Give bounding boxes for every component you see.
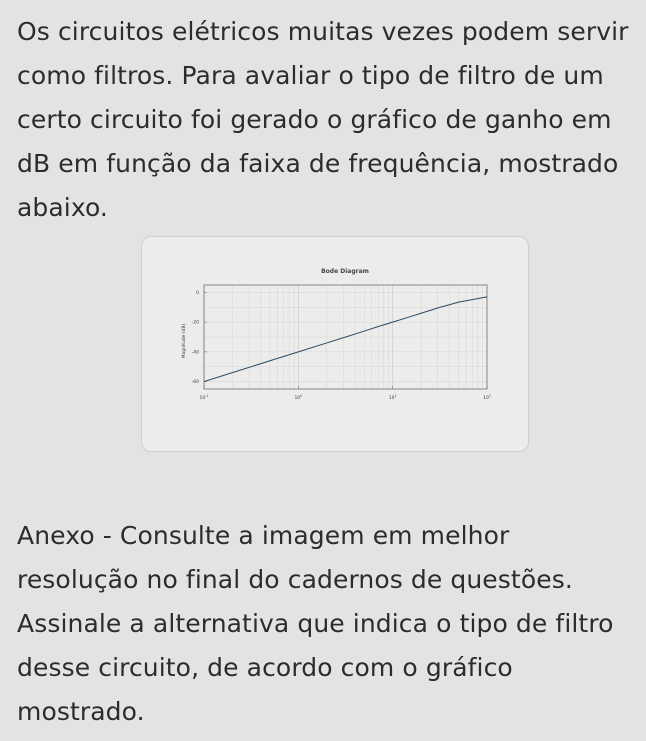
x-tick-exp: 1 xyxy=(394,394,397,398)
x-tick-exp: 2 xyxy=(488,394,491,398)
text-line: resolução no final do cadernos de questões. xyxy=(17,565,573,594)
text-line: Os circuitos elétricos muitas vezes podem servir xyxy=(17,17,629,46)
bode-diagram xyxy=(142,237,528,451)
x-axis xyxy=(200,386,491,401)
x-tick-base: 10 xyxy=(483,396,489,401)
text-line: desse circuito, de acordo com o gráfico xyxy=(17,653,513,682)
x-tick-base: 10 xyxy=(294,396,301,401)
x-tick-label xyxy=(389,394,397,401)
y-tick-label: -20 xyxy=(191,320,199,326)
text-line: dB em função da faixa de frequência, mostrado xyxy=(17,149,619,178)
x-tick-exp: 0 xyxy=(300,394,303,398)
magnitude-line xyxy=(204,297,487,382)
y-axis xyxy=(192,290,207,385)
x-tick-label xyxy=(294,394,302,401)
y-tick-label: -40 xyxy=(191,350,199,356)
text-line: como filtros. Para avaliar o tipo de filtro de um xyxy=(17,61,604,90)
text-line: abaixo. xyxy=(17,193,108,222)
x-tick-label xyxy=(200,394,209,401)
y-tick-label: -60 xyxy=(191,380,199,386)
text-line: Anexo - Consulte a imagem em melhor xyxy=(17,521,510,550)
x-tick-base: 10 xyxy=(199,396,206,401)
figure-card xyxy=(141,236,529,452)
question-intro xyxy=(17,10,637,230)
y-tick-label: 0 xyxy=(196,290,199,296)
text-line: Assinale a alternativa que indica o tipo de filtro xyxy=(17,609,614,638)
x-tick-label xyxy=(483,394,491,401)
chart-series xyxy=(204,297,487,382)
chart-title: Bode Diagram xyxy=(321,268,369,275)
chart-ylabel: Magnitude (dB) xyxy=(182,323,187,359)
x-tick-base: 10 xyxy=(388,396,395,401)
x-tick-exp: -1 xyxy=(205,394,209,398)
text-line: mostrado. xyxy=(17,697,145,726)
text-line: certo circuito foi gerado o gráfico de ganho em xyxy=(17,105,612,134)
question-annex xyxy=(17,514,637,734)
